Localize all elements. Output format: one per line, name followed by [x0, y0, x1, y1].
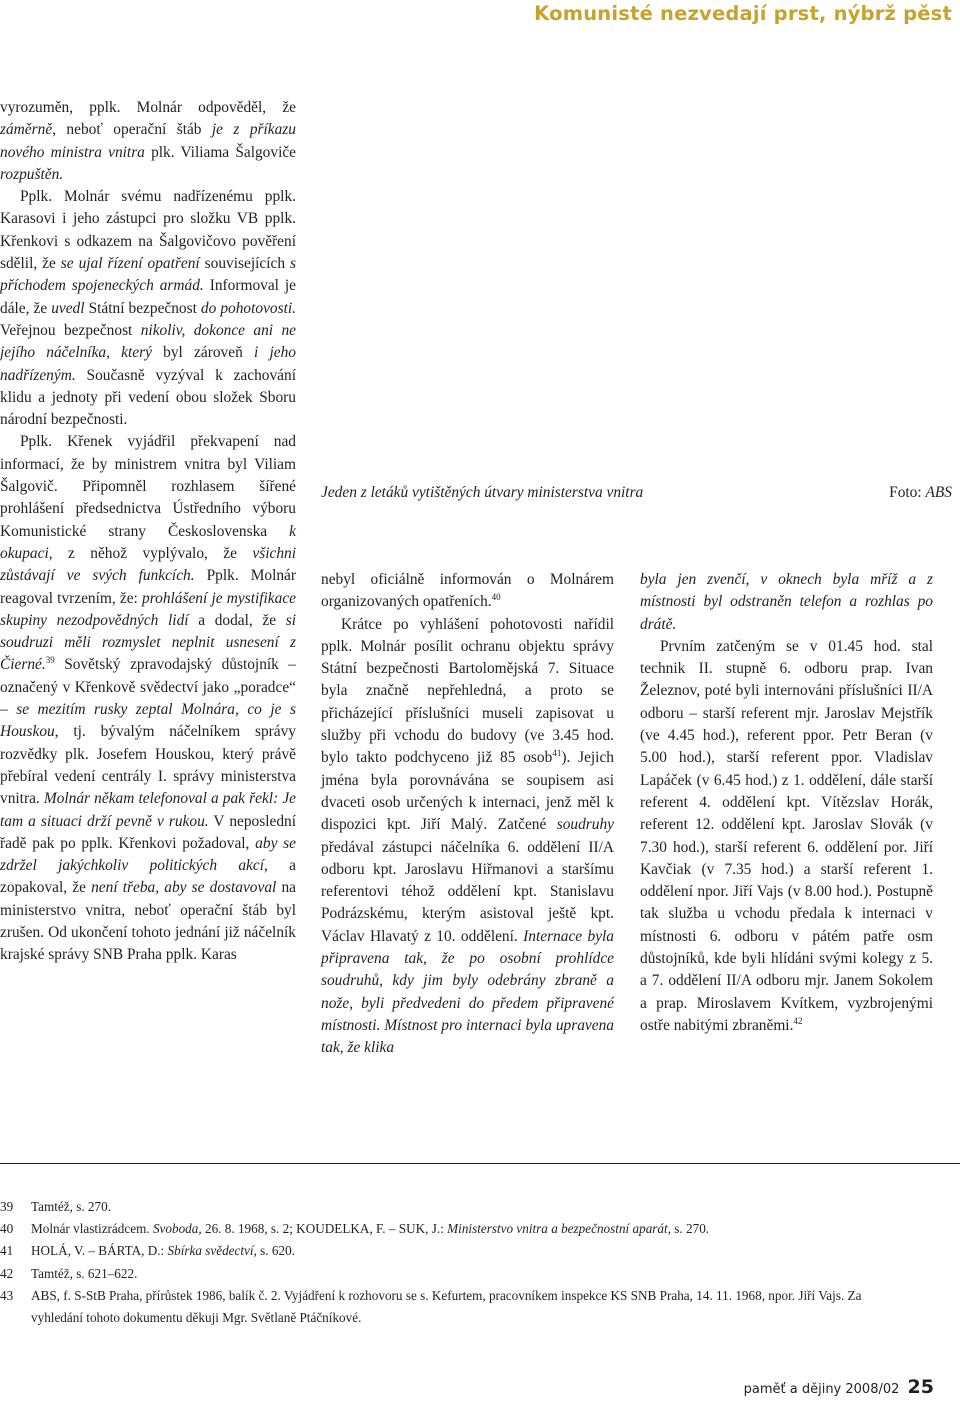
footnotes [0, 1196, 900, 1329]
paragraph: byla jen zvenčí, v oknech byla mříž a z místnosti byl odstraněn telefon a rozhlas po drátě. [640, 571, 933, 633]
footnote-ref: 42 [793, 1015, 803, 1026]
caption-text: Jeden z letáků vytištěných útvary ministerstva vnitra [321, 484, 644, 501]
leaflet-photo [321, 97, 956, 469]
footnote-ref: 41 [552, 748, 562, 759]
paragraph: vyrozuměn, pplk. Molnár odpověděl, že záměrně, neboť operační štáb je z příkazu nového ministra vnitra plk. Viliama Šalgoviče rozpuštěn. [0, 99, 297, 183]
page-number: 25 [907, 1376, 934, 1398]
paragraph: Pplk. Křenek vyjádřil překvapení nad informací, že by ministrem vnitra byl Viliam Šalgovič. Připomněl rozhlasem šířené prohlášení předsednictva Ústředního výboru Komunistické strany Československa k okupaci, z něhož vyplývalo, že všichni zůstávají ve svých funkcích. Pplk. Molnár reagoval tvrzením, že: prohlášení je mystifikace skupiny nezodpovědných lidí a dodal, že si soudruzi měli rozmyslet neplnit usnesení z Čierné.$^{39}$ Sovětský zpravodajský důstojník – označený v Křenkově svědectví jako „poradce“ – se mezitím rusky zeptal Molnára, co je s Houskou, tj. bývalým náčelníkem správy rozvědky plk. Josefem Houskou, který právě přebíral vedení centrály I. správy ministerstva vnitra. Molnár někam telefonoval a pak řekl: Je tam a situaci drží pevně v rukou. V neposlední řadě pak po pplk. Křenkovi požadoval, aby se zdržel jakýchkoliv politických akcí, a zopakoval, že není třeba, aby se dostavoval na ministerstvo vnitra, neboť operační štáb byl zrušen. Od ukončení tohoto jednání již náčelník krajské správy SNB Praha pplk. Karas [0, 433, 297, 964]
paragraph: Prvním zatčeným se v 01.45 hod. stal technik II. stupně 6. odboru prap. Ivan Železnov, poté byli internováni příslušníci II/A odboru – starší referent mjr. Jaroslav Mejstřík (ve 4.45 hod.), referent ppor. Petr Beran (v 5.00 hod.), starší referent ppor. Vladislav Lapáček (v 6.45 hod.) z 1. oddělení, dále starší referent 4. oddělení kpt. Vítězslav Horák, referent 12. oddělení kpt. Jaroslav Slovák (v 7.30 hod.), starší referent 6. oddělení por. Jiří Kavčiak (v 7.35 hod.) a starší referent 1. oddělení npor. Jiří Vajs (v 8.00 hod.). Postupně tak služba u vchodu předala k internaci v místnosti 6. odboru v pátém patře osm důstojníků, kde byli hlídáni svými kolegy z 5. a 7. oddělení II/A odboru mjr. Janem Sokolem a prap. Miroslavem Kvítkem, vyzbrojenými ostře nabitými zbraněmi.$^{42}$ [640, 637, 933, 1034]
paragraph: Krátce po vyhlášení pohotovosti nařídil pplk. Molnár posílit ochranu objektu správy Státní bezpečnosti Bartolomějská 7. Situace byla značně nepřehledná, a proto se přicházející příslušníci museli zapisovat u služby při vchodu do budovy (ve 3.45 hod. bylo takto podchyceno již 85 osob$^{41}$). Jejich jména byla porovnávána se soupisem asi dvaceti osob určených k internaci, jenž měl k dispozici kpt. Jiří Malý. Zatčené soudruhy předával zástupci náčelníka 6. oddělení II/A odboru kpt. Jaroslavu Hiřmanovi a staršímu referentovi téhož oddělení kpt. Stanislavu Podrázskému, kterým asistoval ještě kpt. Václav Hlavatý z 10. oddělení. Internace byla připravena tak, že po osobní prohlídce soudruhů, kdy jim byly odebrány zbraně a nože, byli předvedeni do předem připravené místnosti. Místnost pro internaci byla upravena tak, že klika [321, 615, 614, 1057]
footnote: 43 ABS, f. S-StB Praha, přírůstek 1986, balík č. 2. Vyjádření k rozhovoru se s. Kefurtem, pracovníkem inspekce KS SNB Praha, 14. 11. 1968, npor. Jiří Vajs. Za vyhledání tohoto dokumentu děkuji Mgr. Světlaně Ptáčníkové. [0, 1287, 862, 1326]
footnote: 39 Tamtéž, s. 270. [0, 1199, 112, 1214]
footnote-divider [0, 1163, 960, 1164]
page-folio [744, 1376, 934, 1398]
journal-name: paměť a dějiny 2008/02 [743, 1382, 900, 1397]
footnote: 40 Molnár vlastizrádcem. Svoboda, 26. 8. 1968, s. 2; KOUDELKA, F. – SUK, J.: Ministerstvo vnitra a bezpečnostní aparát, s. 270. [0, 1221, 710, 1237]
footnote: 42 Tamtéž, s. 621–622. [0, 1265, 138, 1281]
running-head: Komunisté nezvedají prst, nýbrž pěst [534, 2, 952, 25]
paragraph: nebyl oficiálně informován o Molnárem organizovaných opatřeních.$^{40}$ [321, 571, 614, 611]
paragraph: Pplk. Molnár svému nadřízenému pplk. Karasovi i jeho zástupci pro složku VB pplk. Křenkovi s odkazem na Šalgovičovo pověření sdělil, že se ujal řízení opatření souvisejících s příchodem spojeneckých armád. Informoval je dále, že uvedl Státní bezpečnost do pohotovosti. Veřejnou bezpečnost nikoliv, dokonce ani ne jejího náčelníka, který byl zároveň i jeho nadřízeným. Současně vyzýval k zachování klidu a jednoty při vedení obou složek Sboru národní bezpečnosti. [0, 188, 296, 429]
column-middle [321, 569, 614, 1060]
photo-caption [321, 482, 956, 504]
footnote-ref: 40 [491, 592, 501, 603]
footnote-ref: 39 [45, 655, 55, 666]
column-right [640, 569, 933, 1037]
photo-credit: Foto: ABS [889, 484, 952, 501]
column-left [0, 97, 296, 967]
footnote: 41 HOLÁ, V. – BÁRTA, D.: Sbírka svědectví, s. 620. [0, 1243, 295, 1259]
